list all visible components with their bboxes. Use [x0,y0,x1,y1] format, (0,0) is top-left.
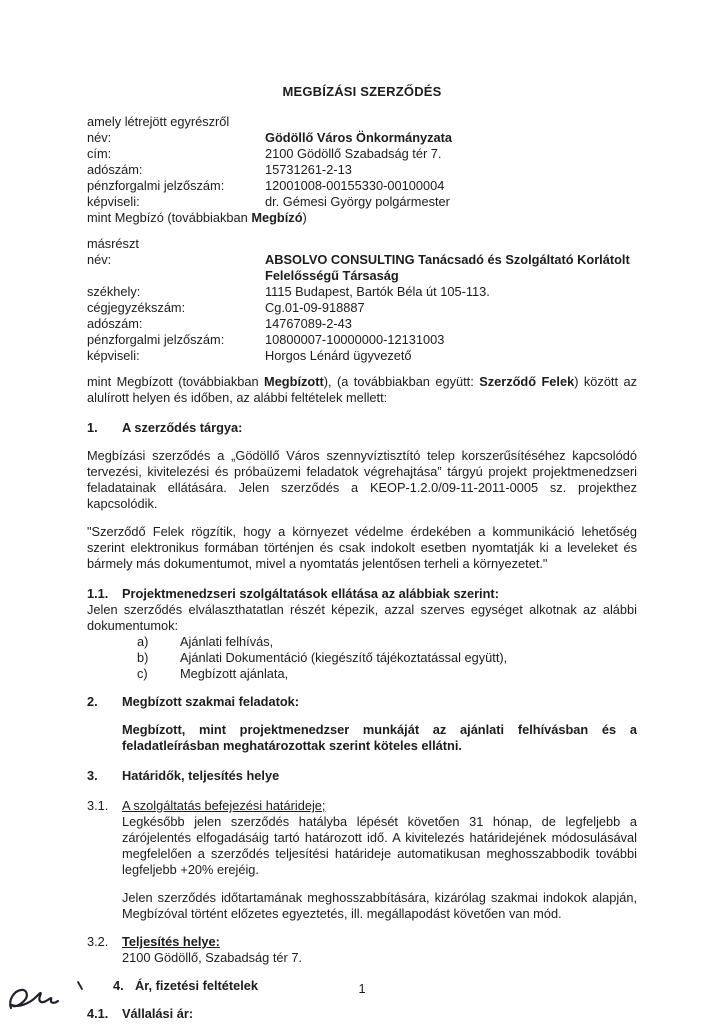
section-number: 4.1. [87,1006,109,1021]
field-value: Horgos Lénárd ügyvezető [265,348,412,363]
party2-block [87,236,637,364]
info-row [87,284,637,300]
list-text: Ajánlati Dokumentáció (kiegészítő tájékoztatással együtt), [180,650,508,665]
field-label: adószám: [87,316,143,331]
preamble-bold: Megbízott [264,374,324,389]
section-title: Vállalási ár: [122,1006,194,1021]
page-number: 1 [358,981,366,996]
section2-heading [87,694,637,710]
field-label: név: [87,252,112,267]
party1-intro: amely létrejött egyrészről [87,114,230,129]
section-number: 4. [113,978,124,993]
field-value: dr. Gémesi György polgármester [265,194,450,209]
closing-text: ) [302,210,307,225]
section-title: A szerződés tárgya: [122,420,243,435]
section-number: 1.1. [87,586,109,601]
party1-closing [87,210,637,226]
list-item [137,666,637,682]
field-value: 2100 Gödöllő Szabadság tér 7. [265,146,442,161]
preamble-text: mint Megbízott (továbbiakban [87,374,265,389]
section-title: A szolgáltatás befejezési határideje; [122,798,326,813]
field-value: 1115 Budapest, Bartók Béla út 105-113. [265,284,490,299]
list-item [137,650,637,666]
field-label: székhely: [87,284,141,299]
section3-1-paragraph: Legkésőbb jelen szerződés hatályba lépését követően 31 hónap, de legfeljebb a zárójelentés elfogadásáig tartó határozott idő. A kivitelezés határidejének módosulásával megfelelően a szerződés teljesítési határideje automatikusan meghosszabbodik további legfeljebb +20% erejéig. [122,814,637,877]
list-marker: c) [137,666,148,681]
page-title: MEGBÍZÁSI SZERZŐDÉS [282,84,442,99]
list-text: Megbízott ajánlata, [180,666,289,681]
info-row [87,162,637,178]
list-marker: b) [137,650,149,665]
info-row [87,332,637,348]
section-title: Teljesítés helye: [122,934,220,949]
section-title: Ár, fizetési feltételek [135,978,259,993]
info-row [87,348,637,364]
section3-2-heading [87,934,637,950]
preamble-paragraph [87,374,637,406]
field-value: 12001008-00155330-00100004 [265,178,445,193]
party1-block [87,114,637,226]
closing-text: mint Megbízó (továbbiakban [87,210,252,225]
section-number: 3. [87,768,98,783]
field-value: Cg.01-09-918887 [265,300,365,315]
environment-clause-paragraph: "Szerződő Felek rögzítik, hogy a környezet védelme érdekében a kommunikáció lehetőség szerint elektronikus formában történjen és csak indokolt esetben nyomtatják ki a leveleket és bármely más dokumentumot, mivel a nyomtatás jelentősen terheli a környezetet." [87,524,637,571]
handwritten-initials-icon [4,970,96,1022]
info-row [87,194,637,210]
info-row [87,178,637,194]
field-label: név: [87,130,112,145]
field-value: Gödöllő Város Önkormányzata [265,130,453,145]
section-title: Megbízott szakmai feladatok: [122,694,300,709]
field-label: képviseli: [87,348,140,363]
field-value: 14767089-2-43 [265,316,352,331]
field-label: cégjegyzékszám: [87,300,186,315]
section1-heading [87,420,637,436]
list-marker: a) [137,634,149,649]
field-label: pénzforgalmi jelzőszám: [87,178,225,193]
list-item [137,634,637,650]
section3-1-heading [87,798,637,814]
section4-1-heading [87,1006,637,1022]
info-row [87,146,637,162]
section3-heading [87,768,637,784]
section1-paragraph: Megbízási szerződés a „Gödöllő Város szennyvíztisztító telep korszerűsítéséhez kapcsolódó tervezési, kivitelezési és próbaüzemi feladatok végrehajtása” tárgyú projekt projektmenedzseri feladatainak ellátására. Jelen szerződés a KEOP-1.2.0/09-11-2011-0005 sz. projekthez kapcsolódik. [87,448,637,511]
info-row [87,130,637,146]
preamble-text: ) között az alulírott helyen és időben, az alábbi feltételek mellett: [87,374,637,405]
section3-2-address: 2100 Gödöllő, Szabadság tér 7. [122,950,302,965]
info-row [87,252,637,284]
field-label: pénzforgalmi jelzőszám: [87,332,225,347]
field-value: ABSOLVO CONSULTING Tanácsadó és Szolgáltató Korlátolt Felelősségű Társaság [265,252,630,283]
preamble-bold: Szerződő Felek [479,374,575,389]
party2-intro: másrészt [87,236,139,251]
field-value: 15731261-2-13 [265,162,352,177]
section-title: Projektmenedzseri szolgáltatások ellátása az alábbiak szerint: [122,586,499,601]
closing-bold: Megbízó [251,210,303,225]
section1-1-paragraph: Jelen szerződés elválaszthatatlan részét képezik, azzal szerves egységet alkotnak az alábbi dokumentumok: [87,602,637,633]
field-label: képviseli: [87,194,140,209]
section-number: 2. [87,694,98,709]
section-number: 3.2. [87,934,109,949]
list-text: Ajánlati felhívás, [180,634,274,649]
info-row [87,316,637,332]
field-label: cím: [87,146,112,161]
section-title: Határidők, teljesítés helye [122,768,280,783]
section2-paragraph: Megbízott, mint projektmenedzser munkáját az ajánlati felhívásban és a feladatleírásban meghatározottak szerint köteles ellátni. [122,722,637,753]
section-number: 3.1. [87,798,109,813]
field-label: adószám: [87,162,143,177]
section1-1-heading [87,586,637,602]
section3-1-paragraph2: Jelen szerződés időtartamának meghosszabbítására, kizárólag szakmai indokok alapján, Megbízóval történt előzetes egyeztetés, ill. megállapodást követően van mód. [122,890,637,921]
field-value: 10800007-10000000-12131003 [265,332,445,347]
info-row [87,300,637,316]
section-number: 1. [87,420,98,435]
preamble-text: ), (a továbbiakban együtt: [323,374,480,389]
